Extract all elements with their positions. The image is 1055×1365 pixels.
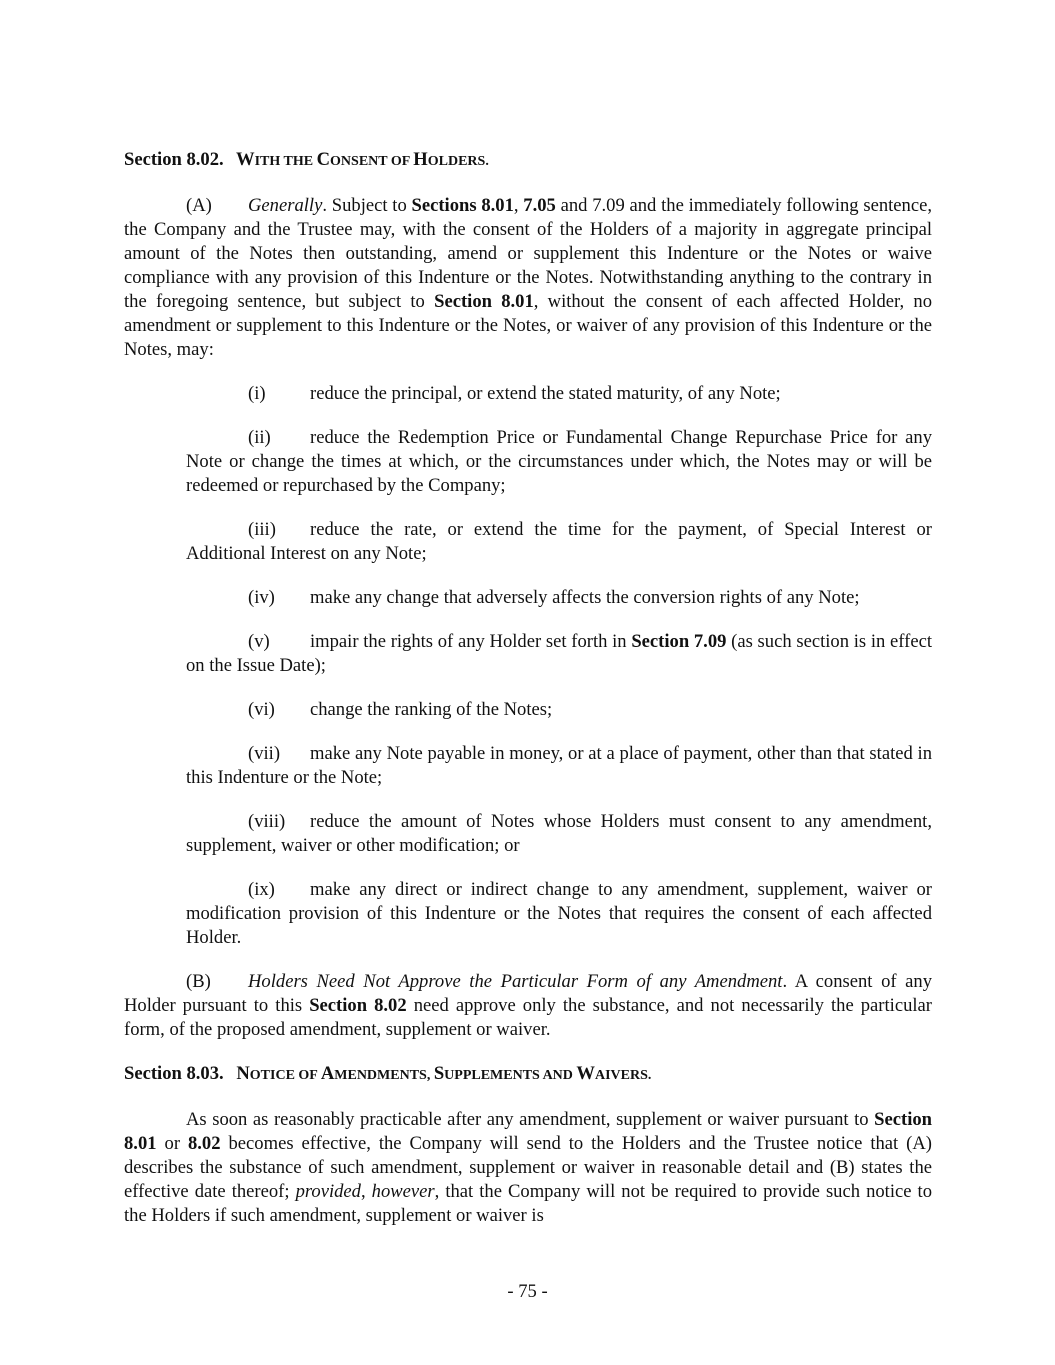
item-label: (vi) — [248, 699, 275, 720]
paragraph-label: (A) — [186, 195, 212, 216]
list-item: (v) impair the rights of any Holder set forth in Section 7.09 (as such section is in effect on the Issue Date); — [186, 631, 933, 676]
section-reference: Section 8.02 — [309, 995, 407, 1016]
item-label: (vii) — [248, 743, 281, 764]
paragraph-a: (A) Generally. Subject to Sections 8.01, 7.05 and 7.09 and the immediately following sentence, the Company and the Trustee may, with the consent of the Holders of a majority in aggregate principal amount of the Notes then outstanding, amend or supplement this Indenture or the Notes or waive compliance with any provision of this Indenture or the Notes. Notwithstanding anything to the contrary in the foregoing sentence, but subject to Section 8.01, without the consent of each affected Holder, no amendment or supplement to this Indenture or the Notes, or waiver of any provision of this Indenture or the Notes, may: — [124, 195, 932, 360]
list-item: (iii) reduce the rate, or extend the time for the payment, of Special Interest or Additional Interest on any Note; — [186, 519, 932, 564]
item-label: (i) — [248, 383, 266, 404]
item-label: (v) — [248, 631, 270, 652]
page-number: - 75 - — [507, 1281, 548, 1302]
paragraph-8-03: As soon as reasonably practicable after any amendment, supplement or waiver pursuant to Section 8.01 or 8.02 becomes effective, the Company will send to the Holders and the Trustee notice that (A) describes the substance of such amendment, supplement or waiver in reasonable detail and (B) states the effective date thereof; provided, however, that the Company will not be required to provide such notice to the Holders if such amendment, supplement or waiver is — [124, 1109, 932, 1226]
list-item: (i) reduce the principal, or extend the stated maturity, of any Note; — [248, 383, 781, 404]
section-8-03-heading — [124, 1062, 932, 1088]
section-number: Section 8.03. — [124, 1063, 224, 1084]
section-title: WITH THE CONSENT OF HOLDERS. — [236, 149, 489, 170]
item-label: (iii) — [248, 519, 276, 540]
section-reference: Section 8.01 — [434, 291, 534, 312]
paragraph-lead: Holders Need Not Approve the Particular Form of any Amendment — [248, 971, 783, 992]
section-8-02-heading — [124, 148, 932, 174]
list-item: (vi) change the ranking of the Notes; — [248, 699, 553, 720]
section-reference: 8.02 — [187, 1133, 221, 1154]
list-item: (iv) make any change that adversely affects the conversion rights of any Note; — [248, 587, 860, 608]
item-label: (ix) — [248, 879, 275, 900]
item-label: (iv) — [248, 587, 275, 608]
item-label: (viii) — [248, 811, 286, 832]
section-reference: Sections 8.01 — [411, 195, 514, 216]
section-reference: Section 8.01 — [124, 1109, 932, 1154]
section-reference: Section 7.09 — [631, 631, 727, 652]
paragraph-b: (B) Holders Need Not Approve the Particular Form of any Amendment. A consent of any Holder pursuant to this Section 8.02 need approve only the substance, and not necessarily the particular form, of the proposed amendment, supplement or waiver. — [124, 971, 932, 1040]
paragraph-label: (B) — [186, 971, 211, 992]
document-page — [124, 148, 932, 1248]
section-title: NOTICE OF AMENDMENTS, SUPPLEMENTS AND WAIVERS. — [236, 1063, 652, 1084]
item-label: (ii) — [248, 427, 271, 448]
list-item: (ix) make any direct or indirect change to any amendment, supplement, waiver or modification provision of this Indenture or the Notes that requires the consent of each affected Holder. — [186, 879, 932, 948]
list-item: (ii) reduce the Redemption Price or Fundamental Change Repurchase Price for any Note or change the times at which, or the circumstances under which, the Notes may or will be redeemed or repurchased by the Company; — [186, 427, 932, 496]
list-item: (viii) reduce the amount of Notes whose Holders must consent to any amendment, supplement, waiver or other modification; or — [186, 811, 932, 856]
section-reference: 7.05 — [523, 195, 556, 216]
list-item: (vii) make any Note payable in money, or at a place of payment, other than that stated in this Indenture or the Note; — [186, 743, 932, 788]
paragraph-lead: Generally — [248, 195, 323, 216]
section-number: Section 8.02. — [124, 149, 224, 170]
